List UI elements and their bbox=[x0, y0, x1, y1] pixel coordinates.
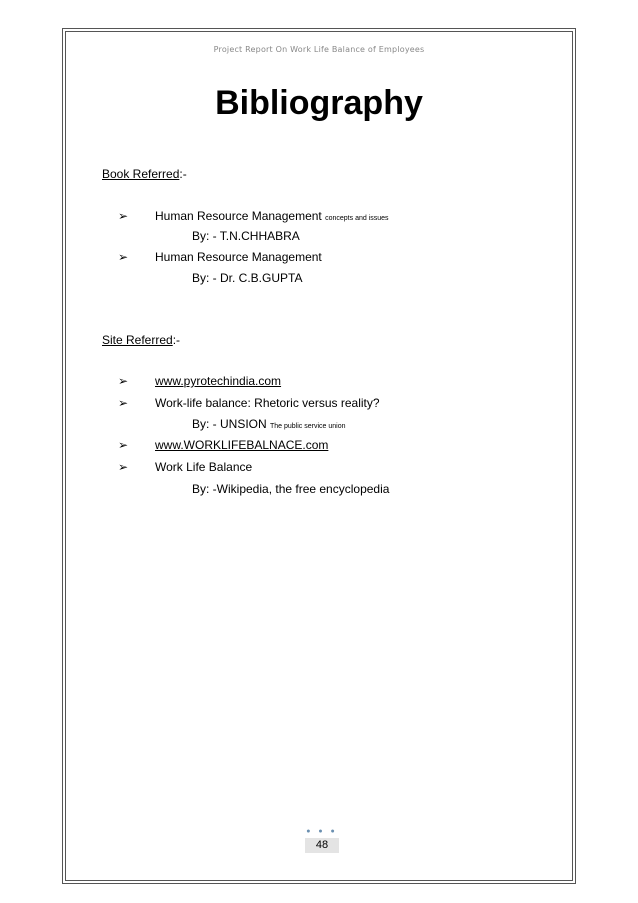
book-2-author: By: - Dr. C.B.GUPTA bbox=[192, 271, 303, 285]
book-1-bullet: ➢ bbox=[118, 209, 129, 223]
book-1-entry bbox=[155, 209, 389, 223]
site-2-author-name: By: - UNSION bbox=[192, 417, 267, 431]
site-3-bullet: ➢ bbox=[118, 438, 129, 452]
page-dots-icon: ● ● ● bbox=[306, 828, 338, 835]
sites-heading bbox=[102, 333, 180, 347]
site-4-author: By: -Wikipedia, the free encyclopedia bbox=[192, 482, 390, 496]
page-title: Bibliography bbox=[215, 84, 423, 122]
book-1-note: concepts and issues bbox=[325, 215, 389, 222]
page-border-inner bbox=[65, 31, 573, 881]
site-1-link[interactable]: www.pyrotechindia.com bbox=[155, 374, 282, 388]
book-2-bullet: ➢ bbox=[118, 250, 129, 264]
site-2-bullet: ➢ bbox=[118, 396, 129, 410]
book-1-title: Human Resource Management bbox=[155, 209, 322, 223]
sites-heading-suffix: :- bbox=[172, 333, 181, 347]
sites-heading-label: Site Referred bbox=[102, 333, 173, 347]
site-1-bullet: ➢ bbox=[118, 374, 129, 388]
site-2-author bbox=[192, 417, 346, 431]
site-4-bullet: ➢ bbox=[118, 460, 129, 474]
site-4-title: Work Life Balance bbox=[155, 460, 253, 474]
site-3-link[interactable]: www.WORKLIFEBALNACE.com bbox=[155, 438, 329, 452]
site-2-title: Work-life balance: Rhetoric versus reality? bbox=[155, 396, 380, 410]
page-number: 48 bbox=[305, 838, 339, 853]
books-heading-suffix: :- bbox=[179, 167, 187, 181]
running-header: Project Report On Work Life Balance of Employees bbox=[213, 45, 425, 54]
site-2-author-note: The public service union bbox=[270, 423, 346, 430]
books-heading bbox=[102, 167, 187, 181]
book-2-title: Human Resource Management bbox=[155, 250, 322, 264]
page-number-block bbox=[305, 828, 339, 853]
book-1-author: By: - T.N.CHHABRA bbox=[192, 229, 300, 243]
books-heading-label: Book Referred bbox=[102, 167, 180, 181]
